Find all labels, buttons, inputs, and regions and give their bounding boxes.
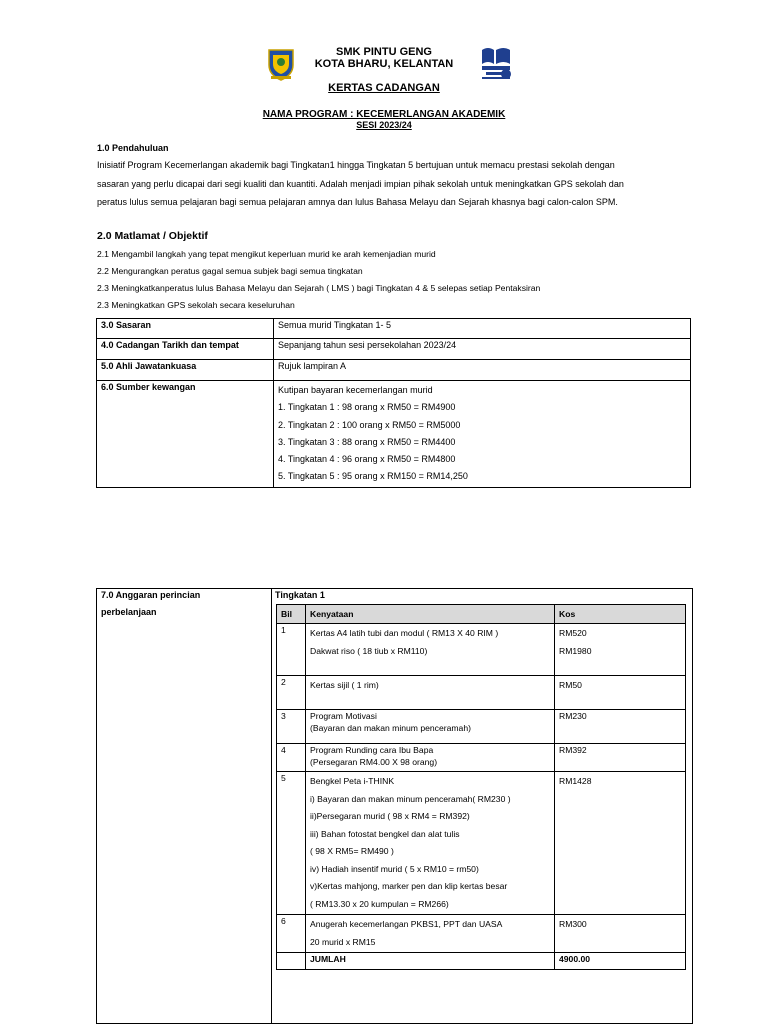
row-kos-line: RM520	[559, 628, 587, 638]
row-line: ii)Persegaran murid ( 98 x RM4 = RM392)	[310, 811, 470, 821]
anggaran-label: 7.0 Anggaran perincian	[101, 590, 201, 600]
jumlah-value: 4900.00	[555, 953, 686, 970]
matlamat-item: 2.3 Meningkatkan GPS sekolah secara keseluruhan	[97, 300, 295, 310]
sumber-line: 5. Tingkatan 5 : 95 orang x RM150 = RM14,250	[278, 471, 468, 482]
table-row	[277, 710, 686, 744]
row-line: 20 murid x RM15	[310, 936, 376, 947]
row-kos	[555, 772, 686, 915]
row-kenyataan	[306, 772, 555, 915]
row-kos	[555, 710, 686, 744]
school-name: SMK PINTU GENG	[336, 46, 432, 58]
row-line: iii) Bahan fotostat bengkel dan alat tulis	[310, 828, 460, 839]
row-kenyataan	[306, 710, 555, 744]
row-line: ( 98 X RM5= RM490 )	[310, 846, 394, 856]
matlamat-item: 2.3 Meningkatkanperatus lulus Bahasa Melayu dan Sejarah ( LMS ) bagi Tingkatan 4 & 5 selepas setiap Pentaksiran	[97, 283, 541, 293]
pendahuluan-line: Inisiatif Program Kecemerlangan akademik bagi Tingkatan1 hingga Tingkatan 5 bertujuan untuk memacu prestasi sekolah dengan	[97, 160, 615, 170]
row-line: Kertas A4 latih tubi dan modul ( RM13 X 40 RIM )	[310, 628, 499, 638]
row-kos-line: RM1980	[559, 645, 592, 656]
info-table	[96, 318, 691, 488]
row-line: Bengkel Peta i-THINK	[310, 776, 395, 786]
col-bil: Bil	[277, 605, 306, 624]
row-line: ( RM13.30 x 20 kumpulan = RM266)	[310, 898, 449, 909]
row-line: Program Runding cara Ibu Bapa	[310, 745, 434, 755]
sumber-line: 1. Tingkatan 1 : 98 orang x RM50 = RM4900	[278, 402, 456, 413]
table-row	[277, 744, 686, 772]
school-location: KOTA BHARU, KELANTAN	[314, 58, 454, 70]
row-bil: 6	[277, 915, 306, 953]
sumber-line: 3. Tingkatan 3 : 88 orang x RM50 = RM4400	[278, 436, 456, 447]
row-kos	[555, 744, 686, 772]
tarikh-label: 4.0 Cadangan Tarikh dan tempat	[97, 339, 274, 360]
tarikh-value: Sepanjang tahun sesi persekolahan 2023/24	[274, 339, 691, 360]
matlamat-item: 2.1 Mengambil langkah yang tepat mengikut keperluan murid ke arah kemenjadian murid	[97, 249, 436, 259]
row-kos	[555, 624, 686, 676]
pendahuluan-line: peratus lulus semua pelajaran bagi semua pelajaran amnya dan lulus Bahasa Melayu dan Sejarah khasnya bagi calon-calon SPM.	[97, 197, 618, 207]
row-bil: 1	[277, 624, 306, 676]
row-line: Anugerah kecemerlangan PKBS1, PPT dan UASA	[310, 919, 503, 929]
sasaran-label: 3.0 Sasaran	[97, 319, 274, 339]
row-line: Dakwat riso ( 18 tiub x RM110)	[310, 645, 428, 656]
row-line: v)Kertas mahjong, marker pen dan klip kertas besar	[310, 881, 508, 891]
row-line: iv) Hadiah insentif murid ( 5 x RM10 = rm50)	[310, 863, 479, 874]
pendahuluan-body	[97, 156, 697, 212]
program-name: NAMA PROGRAM : KECEMERLANGAN AKADEMIK	[262, 109, 506, 120]
jumlah-label: JUMLAH	[306, 953, 555, 970]
sasaran-value: Semua murid Tingkatan 1- 5	[274, 319, 691, 339]
row-kenyataan	[306, 624, 555, 676]
row-kenyataan	[306, 915, 555, 953]
table-row	[277, 624, 686, 676]
table-row	[277, 676, 686, 710]
jumlah-bil-empty	[277, 953, 306, 970]
cost-table	[276, 604, 686, 970]
anggaran-label-cell	[97, 589, 272, 1023]
col-kenyataan: Kenyataan	[306, 605, 555, 624]
col-kos: Kos	[555, 605, 686, 624]
document-type: KERTAS CADANGAN	[328, 82, 440, 94]
ahli-label: 5.0 Ahli Jawatankuasa	[97, 360, 274, 381]
sumber-line: 4. Tingkatan 4 : 96 orang x RM50 = RM4800	[278, 454, 456, 465]
row-kos-line: RM230	[559, 711, 587, 721]
row-kos-line: RM392	[559, 745, 587, 755]
row-bil: 4	[277, 744, 306, 772]
row-bil: 3	[277, 710, 306, 744]
matlamat-item: 2.2 Mengurangkan peratus gagal semua subjek bagi semua tingkatan	[97, 266, 363, 276]
sumber-line: Kutipan bayaran kecemerlangan murid	[278, 385, 433, 395]
sumber-line: 2. Tingkatan 2 : 100 orang x RM50 = RM5000	[278, 419, 461, 430]
row-kenyataan	[306, 676, 555, 710]
row-kos-line: RM50	[559, 680, 582, 690]
sumber-value	[274, 381, 691, 488]
table-row	[277, 915, 686, 953]
row-line: (Persegaran RM4.00 X 98 orang)	[310, 756, 438, 767]
anggaran-label: perbelanjaan	[101, 607, 157, 617]
pendahuluan-heading: 1.0 Pendahuluan	[97, 143, 169, 153]
row-bil: 5	[277, 772, 306, 915]
table-row	[277, 772, 686, 915]
row-line: i) Bayaran dan makan minum penceramah( RM230 )	[310, 793, 511, 804]
row-bil: 2	[277, 676, 306, 710]
ahli-value: Rujuk lampiran A	[274, 360, 691, 381]
row-line: (Bayaran dan makan minum penceramah)	[310, 722, 471, 733]
sumber-label: 6.0 Sumber kewangan	[97, 381, 274, 488]
row-kos-line: RM1428	[559, 776, 592, 786]
row-kos	[555, 915, 686, 953]
row-kos-line: RM300	[559, 919, 587, 929]
matlamat-heading: 2.0 Matlamat / Objektif	[97, 230, 208, 242]
program-session: SESI 2023/24	[356, 120, 412, 130]
row-kenyataan	[306, 744, 555, 772]
jumlah-row	[277, 953, 686, 970]
tingkatan-label: Tingkatan 1	[275, 590, 325, 600]
row-kos	[555, 676, 686, 710]
pendahuluan-line: sasaran yang perlu dicapai dari segi kualiti dan kuantiti. Adalah menjadi impian pihak sekolah untuk meningkatkan GPS sekolah dan	[97, 178, 624, 189]
row-line: Kertas sijil ( 1 rim)	[310, 680, 379, 690]
row-line: Program Motivasi	[310, 711, 377, 721]
